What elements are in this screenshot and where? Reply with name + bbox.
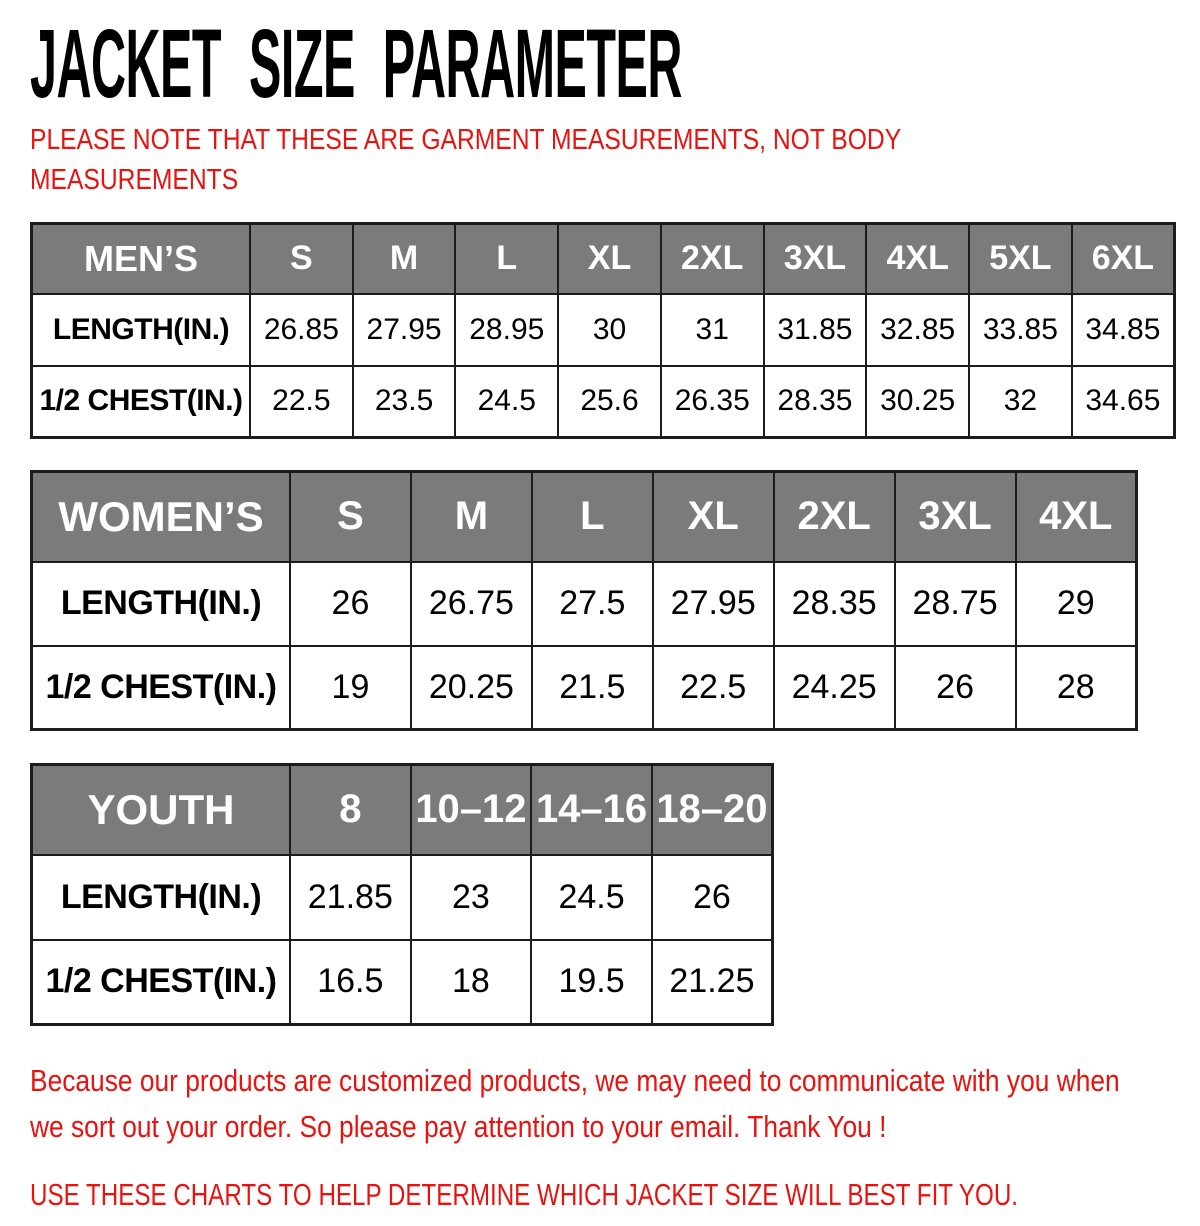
mens-value-cell-1-2: 24.5 [455, 366, 558, 438]
mens-value-cell-0-4: 31 [661, 294, 764, 366]
womens-size-table-container [30, 470, 1200, 731]
womens-value-cell-0-2: 27.5 [532, 562, 653, 646]
mens-value-cell-0-6: 32.85 [866, 294, 969, 366]
tables-area [30, 222, 1200, 1026]
mens-header [32, 224, 1175, 294]
size-table-youth [30, 763, 774, 1026]
size-chart-page [0, 9, 1200, 1226]
mens-value-cell-0-3: 30 [558, 294, 661, 366]
womens-value-cell-1-0: 19 [290, 646, 411, 730]
chart-usage-instruction: USE THESE CHARTS TO HELP DETERMINE WHICH JACKET SIZE WILL BEST FIT YOU. [30, 1177, 1019, 1212]
womens-data-row-1 [32, 646, 1137, 730]
youth-size-header-cell-0: 8 [290, 765, 411, 855]
mens-value-cell-0-7: 33.85 [969, 294, 1072, 366]
womens-row-label-cell-0: LENGTH(IN.) [32, 562, 291, 646]
mens-size-header-cell-3: XL [558, 224, 661, 294]
mens-group-header-cell: MEN’S [32, 224, 251, 294]
mens-value-cell-1-0: 22.5 [250, 366, 353, 438]
youth-value-cell-0-2: 24.5 [531, 855, 652, 940]
youth-row-label-cell-1: 1/2 CHEST(IN.) [32, 940, 291, 1025]
womens-value-cell-1-5: 26 [895, 646, 1016, 730]
youth-size-header-cell-1: 10–12 [411, 765, 532, 855]
womens-size-header-cell-4: 2XL [774, 472, 895, 562]
mens-value-cell-0-2: 28.95 [455, 294, 558, 366]
mens-value-cell-1-3: 25.6 [558, 366, 661, 438]
mens-size-header-cell-8: 6XL [1072, 224, 1175, 294]
womens-value-cell-0-4: 28.35 [774, 562, 895, 646]
youth-group-header-cell: YOUTH [32, 765, 291, 855]
mens-value-cell-0-8: 34.85 [1072, 294, 1175, 366]
mens-value-cell-1-1: 23.5 [353, 366, 456, 438]
mens-size-header-cell-6: 4XL [866, 224, 969, 294]
page-title: JACKET SIZE PARAMETER [30, 9, 682, 118]
youth-value-cell-1-3: 21.25 [652, 940, 773, 1025]
youth-value-cell-0-1: 23 [411, 855, 532, 940]
youth-value-cell-0-0: 21.85 [290, 855, 411, 940]
youth-row-label-cell-0: LENGTH(IN.) [32, 855, 291, 940]
garment-measurement-note: PLEASE NOTE THAT THESE ARE GARMENT MEASUREMENTS, NOT BODY MEASUREMENTS [30, 124, 901, 196]
mens-value-cell-1-4: 26.35 [661, 366, 764, 438]
mens-size-header-cell-0: S [250, 224, 353, 294]
youth-body [32, 855, 773, 1025]
womens-size-header-cell-6: 4XL [1016, 472, 1137, 562]
womens-data-row-0 [32, 562, 1137, 646]
youth-data-row-1 [32, 940, 773, 1025]
youth-value-cell-1-0: 16.5 [290, 940, 411, 1025]
womens-row-label-cell-1: 1/2 CHEST(IN.) [32, 646, 291, 730]
youth-value-cell-1-2: 19.5 [531, 940, 652, 1025]
mens-data-row-1 [32, 366, 1175, 438]
youth-value-cell-1-1: 18 [411, 940, 532, 1025]
mens-value-cell-1-5: 28.35 [764, 366, 867, 438]
mens-row-label-cell-0: LENGTH(IN.) [32, 294, 251, 366]
youth-size-table-container [30, 763, 1200, 1026]
youth-value-cell-0-3: 26 [652, 855, 773, 940]
womens-value-cell-0-1: 26.75 [411, 562, 532, 646]
mens-size-header-cell-1: M [353, 224, 456, 294]
youth-header [32, 765, 773, 855]
womens-size-header-cell-3: XL [653, 472, 774, 562]
womens-value-cell-0-6: 29 [1016, 562, 1137, 646]
womens-size-header-cell-5: 3XL [895, 472, 1016, 562]
youth-size-header-cell-2: 14–16 [531, 765, 652, 855]
mens-header-row [32, 224, 1175, 294]
womens-header [32, 472, 1137, 562]
womens-value-cell-0-0: 26 [290, 562, 411, 646]
womens-value-cell-1-3: 22.5 [653, 646, 774, 730]
mens-size-header-cell-2: L [455, 224, 558, 294]
mens-value-cell-0-5: 31.85 [764, 294, 867, 366]
mens-value-cell-1-7: 32 [969, 366, 1072, 438]
mens-data-row-0 [32, 294, 1175, 366]
womens-body [32, 562, 1137, 730]
mens-size-header-cell-5: 3XL [764, 224, 867, 294]
womens-size-header-cell-1: M [411, 472, 532, 562]
womens-size-header-cell-2: L [532, 472, 653, 562]
youth-data-row-0 [32, 855, 773, 940]
mens-value-cell-0-0: 26.85 [250, 294, 353, 366]
womens-header-row [32, 472, 1137, 562]
womens-size-header-cell-0: S [290, 472, 411, 562]
womens-value-cell-0-3: 27.95 [653, 562, 774, 646]
womens-value-cell-1-6: 28 [1016, 646, 1137, 730]
mens-size-header-cell-7: 5XL [969, 224, 1072, 294]
womens-group-header-cell: WOMEN’S [32, 472, 291, 562]
youth-size-header-cell-3: 18–20 [652, 765, 773, 855]
womens-value-cell-1-1: 20.25 [411, 646, 532, 730]
mens-value-cell-1-8: 34.65 [1072, 366, 1175, 438]
mens-body [32, 294, 1175, 438]
mens-value-cell-0-1: 27.95 [353, 294, 456, 366]
mens-row-label-cell-1: 1/2 CHEST(IN.) [32, 366, 251, 438]
mens-value-cell-1-6: 30.25 [866, 366, 969, 438]
customization-notice: Because our products are customized products, we may need to communicate with you when we sort out your order. So please pay attention to your email. Thank You ! [30, 1063, 1120, 1144]
size-table-mens [30, 222, 1176, 439]
size-table-womens [30, 470, 1138, 731]
womens-value-cell-0-5: 28.75 [895, 562, 1016, 646]
mens-size-table-container [30, 222, 1200, 439]
mens-size-header-cell-4: 2XL [661, 224, 764, 294]
youth-header-row [32, 765, 773, 855]
womens-value-cell-1-2: 21.5 [532, 646, 653, 730]
womens-value-cell-1-4: 24.25 [774, 646, 895, 730]
